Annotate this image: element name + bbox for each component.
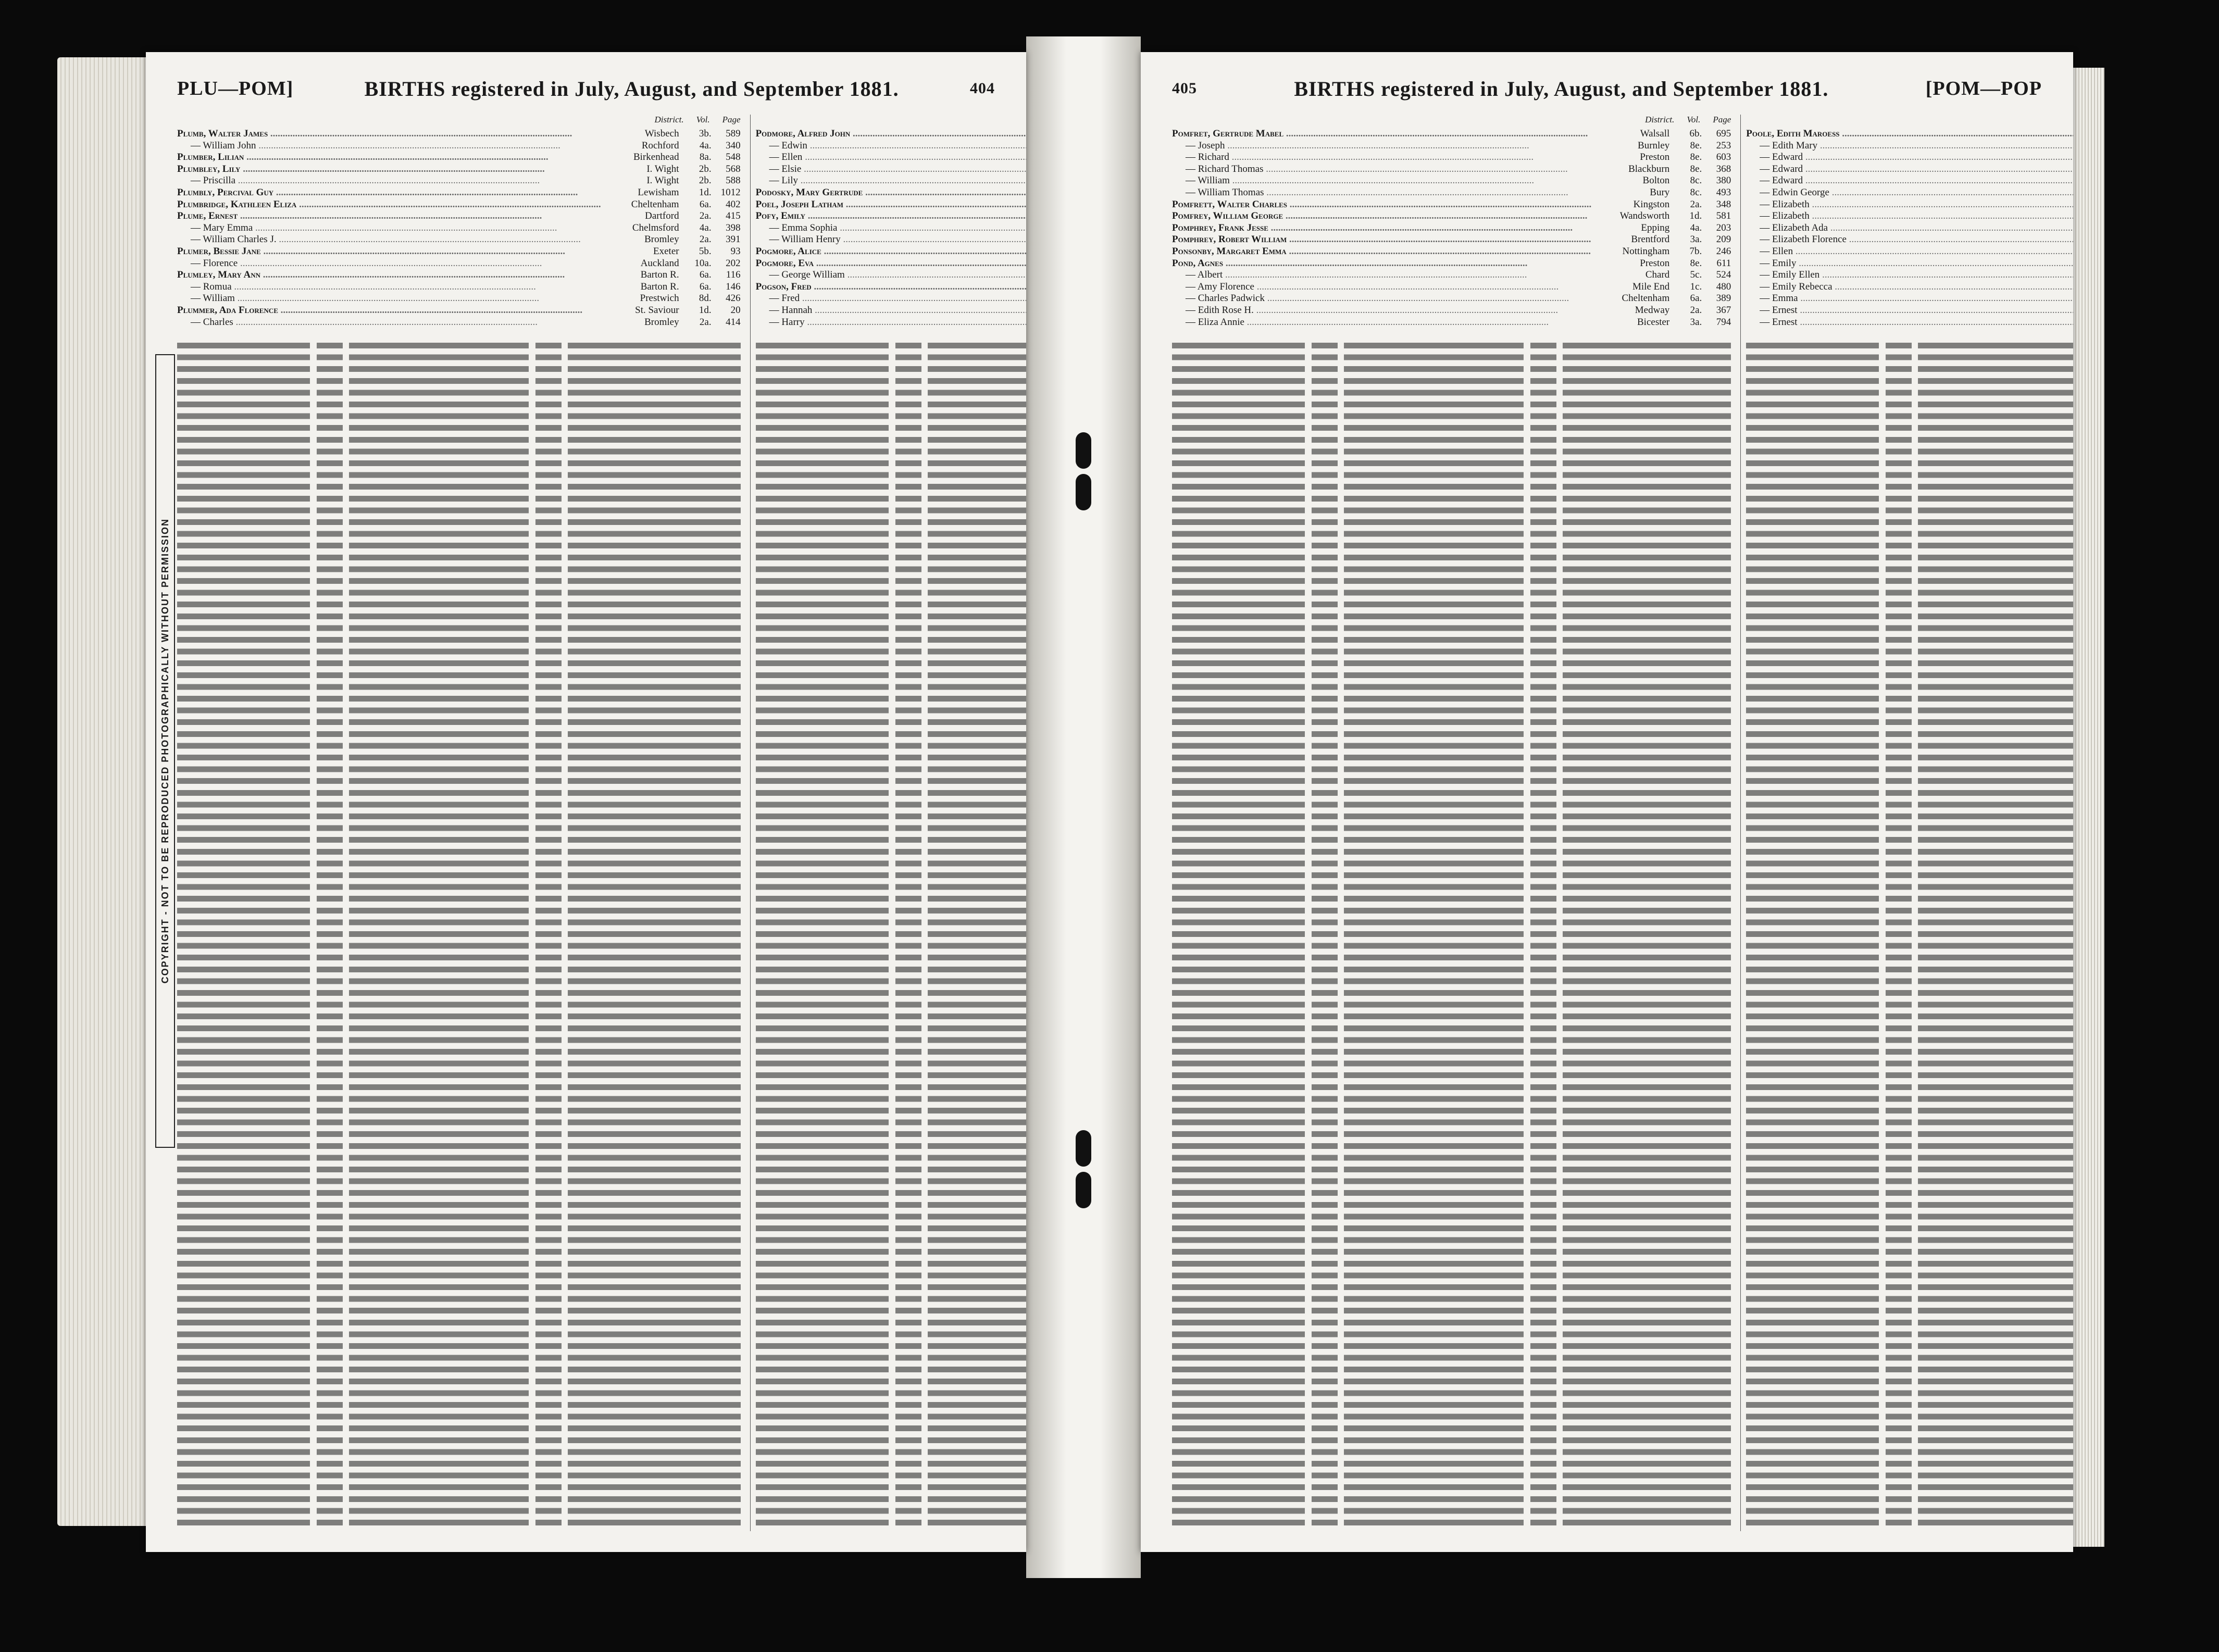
entry-district: Bromley bbox=[644, 316, 679, 328]
register-entry bbox=[1746, 128, 2073, 140]
entry-district: Chard bbox=[1645, 269, 1670, 281]
entry-name: — Edwin George ..... bbox=[1746, 187, 2073, 199]
register-entry bbox=[1172, 128, 1731, 140]
entry-page: 426 bbox=[726, 293, 741, 304]
register-entry bbox=[1746, 187, 2073, 199]
left-page bbox=[146, 52, 1026, 1552]
entry-name: — Edward ..... bbox=[1746, 164, 2073, 176]
register-entry bbox=[1172, 222, 1731, 234]
entry-name: — William John ..... bbox=[177, 140, 601, 152]
entry-name: Podmore, Alfred John ..... bbox=[756, 128, 1026, 140]
entry-district: Kingston bbox=[1633, 198, 1670, 210]
register-entry bbox=[1746, 281, 2073, 293]
entry-name: — Emma ..... bbox=[1746, 293, 2073, 305]
entry-page: 480 bbox=[1716, 281, 1731, 292]
register-entry bbox=[1172, 281, 1731, 293]
binding-ring bbox=[1076, 1172, 1091, 1208]
entry-district: Dartford bbox=[645, 210, 679, 222]
entry-volume: 2a. bbox=[1690, 304, 1702, 316]
entry-name: — Edward ..... bbox=[1746, 152, 2073, 164]
entry-name: Poole, Edith Maroess ..... bbox=[1746, 128, 2073, 140]
entry-page: 611 bbox=[1716, 257, 1731, 269]
page-title: BIRTHS registered in July, August, and September 1881. bbox=[364, 77, 899, 101]
register-entry bbox=[177, 222, 741, 234]
entry-name: — Elsie ..... bbox=[756, 164, 1026, 176]
entry-page: 588 bbox=[726, 175, 741, 186]
entry-page: 794 bbox=[1716, 316, 1731, 328]
entry-volume: 2a. bbox=[699, 210, 712, 222]
entry-district: Lewisham bbox=[638, 186, 679, 198]
register-entry bbox=[1172, 152, 1731, 164]
entry-district: Wisbech bbox=[644, 128, 679, 139]
entry-name: Pofy, Emily ..... bbox=[756, 210, 1026, 222]
entry-page: 568 bbox=[726, 163, 741, 174]
entry-page: 389 bbox=[1716, 293, 1731, 304]
register-entry bbox=[1746, 152, 2073, 164]
entry-district: Walsall bbox=[1640, 128, 1670, 139]
entry-district: Prestwich bbox=[640, 293, 679, 304]
register-entry bbox=[756, 140, 1026, 152]
entry-name: — William Thomas ..... bbox=[1172, 187, 1591, 199]
register-entry bbox=[177, 128, 741, 140]
binding-ring bbox=[1076, 474, 1091, 510]
register-entry bbox=[177, 187, 741, 199]
entry-name: Pond, Agnes ..... bbox=[1172, 258, 1591, 270]
entry-name: — Charles Padwick ..... bbox=[1172, 293, 1591, 305]
entry-district: Wandsworth bbox=[1619, 210, 1670, 222]
entry-name: — Elizabeth Ada ..... bbox=[1746, 222, 2073, 234]
remaining-entries-text bbox=[1172, 339, 1731, 1531]
entry-name: Pomphrey, Frank Jesse ..... bbox=[1172, 222, 1591, 234]
entry-page: 380 bbox=[1716, 175, 1731, 186]
entry-volume: 1d. bbox=[699, 304, 712, 316]
entry-page: 589 bbox=[726, 128, 741, 139]
entry-name: — Richard Thomas ..... bbox=[1172, 164, 1591, 176]
register-entry bbox=[1746, 210, 2073, 222]
entry-name: — Emily ..... bbox=[1746, 258, 2073, 270]
entry-district: Burnley bbox=[1638, 140, 1670, 151]
register-entry bbox=[1172, 187, 1731, 199]
entry-volume: 5c. bbox=[1690, 269, 1702, 281]
register-entry bbox=[756, 246, 1026, 258]
entry-page: 348 bbox=[1716, 198, 1731, 210]
entry-page: 414 bbox=[726, 316, 741, 328]
entry-name: Plummer, Ada Florence ..... bbox=[177, 305, 601, 317]
entry-name: Plumley, Mary Ann ..... bbox=[177, 269, 601, 281]
entry-page: 581 bbox=[1716, 210, 1731, 222]
entry-name: — Fred ..... bbox=[756, 293, 1026, 305]
entry-volume: 8e. bbox=[1690, 163, 1702, 174]
entry-name: — Emily Ellen ..... bbox=[1746, 269, 2073, 281]
column-header-vol: Vol. bbox=[1687, 115, 1701, 124]
entry-name: — Amy Florence ..... bbox=[1172, 281, 1591, 293]
entry-district: Exeter bbox=[653, 245, 679, 257]
column-header bbox=[177, 115, 741, 125]
book-gutter bbox=[1026, 36, 1141, 1578]
open-register-book bbox=[78, 36, 2094, 1578]
entry-volume: 8e. bbox=[1690, 257, 1702, 269]
register-entry bbox=[177, 199, 741, 211]
remaining-entries-text bbox=[177, 339, 741, 1531]
register-entry bbox=[1172, 164, 1731, 176]
entry-volume: 8c. bbox=[1690, 175, 1702, 186]
entry-district: Cheltenham bbox=[1622, 293, 1670, 304]
entry-name: Pomfrey, William George ..... bbox=[1172, 210, 1591, 222]
entry-volume: 8e. bbox=[1690, 140, 1702, 151]
entry-district: Barton R. bbox=[640, 269, 679, 281]
entry-volume: 2a. bbox=[1690, 198, 1702, 210]
entry-district: Barton R. bbox=[640, 281, 679, 292]
entry-page: 116 bbox=[726, 269, 741, 281]
entry-volume: 5b. bbox=[699, 245, 712, 257]
register-entry bbox=[1172, 269, 1731, 281]
remaining-entries-text bbox=[1746, 339, 2073, 1531]
entry-volume: 2b. bbox=[699, 163, 712, 174]
register-entry bbox=[1746, 317, 2073, 329]
entry-name: — Charles ..... bbox=[177, 317, 601, 329]
entry-volume: 6a. bbox=[1690, 293, 1702, 304]
register-entry bbox=[756, 234, 1026, 246]
entry-name: — Harry ..... bbox=[756, 317, 1026, 329]
entry-name: — Joseph ..... bbox=[1172, 140, 1591, 152]
binding-ring bbox=[1076, 1130, 1091, 1167]
index-range: PLU—POM] bbox=[177, 78, 294, 99]
entry-page: 340 bbox=[726, 140, 741, 151]
entry-district: Chelmsford bbox=[632, 222, 679, 233]
register-entry bbox=[177, 281, 741, 293]
register-entry bbox=[1746, 222, 2073, 234]
entry-name: — William Charles J. ..... bbox=[177, 234, 601, 246]
register-entry bbox=[756, 281, 1026, 293]
index-columns bbox=[1167, 115, 2052, 1531]
register-entry bbox=[1172, 317, 1731, 329]
entry-volume: 6a. bbox=[699, 269, 712, 281]
entry-name: — Hannah ..... bbox=[756, 305, 1026, 317]
entry-name: — Elizabeth ..... bbox=[1746, 199, 2073, 211]
index-column bbox=[172, 115, 741, 1531]
entry-name: Pomfrett, Walter Charles ..... bbox=[1172, 199, 1591, 211]
entry-name: — Ernest ..... bbox=[1746, 305, 2073, 317]
entry-name: — Florence ..... bbox=[177, 258, 601, 270]
entry-district: I. Wight bbox=[646, 163, 679, 174]
entry-name: — Elizabeth ..... bbox=[1746, 210, 2073, 222]
entry-volume: 6a. bbox=[699, 198, 712, 210]
entry-page: 246 bbox=[1716, 245, 1731, 257]
register-entry bbox=[756, 258, 1026, 270]
entry-volume: 4a. bbox=[699, 222, 712, 233]
entry-name: Plumbley, Lily ..... bbox=[177, 164, 601, 176]
entry-volume: 8c. bbox=[1690, 186, 1702, 198]
entry-name: — Ellen ..... bbox=[1746, 246, 2073, 258]
register-entry bbox=[1172, 210, 1731, 222]
entry-page: 391 bbox=[726, 234, 741, 245]
entry-volume: 3b. bbox=[699, 128, 712, 139]
entry-volume: 1d. bbox=[699, 186, 712, 198]
register-entry bbox=[1746, 293, 2073, 305]
entry-page: 695 bbox=[1716, 128, 1731, 139]
entry-page: 402 bbox=[726, 198, 741, 210]
entry-district: Cheltenham bbox=[631, 198, 679, 210]
entry-name: Plume, Ernest ..... bbox=[177, 210, 601, 222]
entry-page: 367 bbox=[1716, 304, 1731, 316]
register-entry bbox=[177, 269, 741, 281]
register-entry bbox=[1746, 175, 2073, 187]
register-entry bbox=[1172, 246, 1731, 258]
entry-district: Bicester bbox=[1637, 316, 1670, 328]
entry-name: — Lily ..... bbox=[756, 175, 1026, 187]
register-entry bbox=[756, 128, 1026, 140]
column-header-vol: Vol. bbox=[696, 115, 710, 124]
entry-page: 20 bbox=[730, 304, 741, 316]
entry-name: — Edith Mary ..... bbox=[1746, 140, 2073, 152]
register-entry bbox=[177, 234, 741, 246]
entry-district: Brentford bbox=[1631, 234, 1670, 245]
entry-name: Pomfret, Gertrude Mabel ..... bbox=[1172, 128, 1591, 140]
entry-district: Birkenhead bbox=[633, 152, 679, 163]
entry-name: Poel, Joseph Latham ..... bbox=[756, 199, 1026, 211]
index-columns bbox=[172, 115, 1005, 1531]
entry-name: Podosky, Mary Gertrude ..... bbox=[756, 187, 1026, 199]
page-number: 405 bbox=[1172, 80, 1197, 97]
column-header-page: Page bbox=[1713, 115, 1731, 124]
entry-district: Bromley bbox=[644, 234, 679, 245]
register-entry bbox=[1746, 269, 2073, 281]
remaining-entries-text bbox=[756, 339, 1026, 1531]
entry-page: 1012 bbox=[720, 186, 741, 198]
entry-district: I. Wight bbox=[646, 175, 679, 186]
entry-name: Pogmore, Eva ..... bbox=[756, 258, 1026, 270]
entry-volume: 2a. bbox=[699, 234, 712, 245]
page-title: BIRTHS registered in July, August, and September 1881. bbox=[1294, 77, 1829, 101]
entry-volume: 3a. bbox=[1690, 234, 1702, 245]
entry-name: Pogson, Fred ..... bbox=[756, 281, 1026, 293]
register-entry bbox=[177, 210, 741, 222]
register-entry bbox=[1746, 258, 2073, 270]
index-column bbox=[750, 115, 1026, 1531]
entry-volume: 1d. bbox=[1689, 210, 1702, 222]
entry-name: — Edward ..... bbox=[1746, 175, 2073, 187]
entry-name: — Emily Rebecca ..... bbox=[1746, 281, 2073, 293]
entry-page: 493 bbox=[1716, 186, 1731, 198]
entry-name: — Ellen ..... bbox=[756, 152, 1026, 164]
entry-volume: 6b. bbox=[1689, 128, 1702, 139]
entry-page: 203 bbox=[1716, 222, 1731, 233]
index-column bbox=[1740, 115, 2073, 1531]
register-entry bbox=[1172, 175, 1731, 187]
entry-name: — George William ..... bbox=[756, 269, 1026, 281]
entry-district: Bury bbox=[1650, 186, 1670, 198]
entry-volume: 10a. bbox=[694, 257, 712, 269]
entry-volume: 7b. bbox=[1689, 245, 1702, 257]
register-entry bbox=[1172, 258, 1731, 270]
register-entry bbox=[756, 317, 1026, 329]
register-entry bbox=[177, 246, 741, 258]
column-header-page: Page bbox=[722, 115, 741, 124]
entry-district: Preston bbox=[1640, 152, 1670, 163]
entry-volume: 8a. bbox=[699, 152, 712, 163]
entry-name: — Elizabeth Florence ..... bbox=[1746, 234, 2073, 246]
register-entry bbox=[1746, 164, 2073, 176]
entry-name: — Romua ..... bbox=[177, 281, 601, 293]
register-entry bbox=[177, 164, 741, 176]
register-entry bbox=[756, 152, 1026, 164]
entry-name: Plumb, Walter James ..... bbox=[177, 128, 601, 140]
entry-district: Medway bbox=[1635, 304, 1670, 316]
column-header bbox=[756, 115, 1026, 125]
register-entry bbox=[177, 305, 741, 317]
entry-district: Mile End bbox=[1632, 281, 1670, 292]
register-entry bbox=[177, 258, 741, 270]
entry-district: Bolton bbox=[1642, 175, 1670, 186]
entry-district: Auckland bbox=[640, 257, 679, 269]
register-entry bbox=[1746, 246, 2073, 258]
column-header bbox=[1746, 115, 2073, 125]
entry-page: 603 bbox=[1716, 152, 1731, 163]
register-entry bbox=[756, 305, 1026, 317]
entry-volume: 2a. bbox=[699, 316, 712, 328]
entry-page: 253 bbox=[1716, 140, 1731, 151]
register-entry bbox=[177, 317, 741, 329]
entry-name: — William ..... bbox=[177, 293, 601, 305]
entry-name: — Edith Rose H. ..... bbox=[1172, 305, 1591, 317]
entry-page: 202 bbox=[726, 257, 741, 269]
entry-district: Preston bbox=[1640, 257, 1670, 269]
register-entry bbox=[1172, 293, 1731, 305]
register-entry bbox=[1746, 140, 2073, 152]
register-entry bbox=[1172, 234, 1731, 246]
register-entry bbox=[756, 187, 1026, 199]
entry-name: — Ernest ..... bbox=[1746, 317, 2073, 329]
entry-name: — William ..... bbox=[1172, 175, 1591, 187]
entry-name: Plumber, Lilian ..... bbox=[177, 152, 601, 164]
entry-page: 93 bbox=[730, 245, 741, 257]
entry-district: Nottingham bbox=[1622, 245, 1670, 257]
entry-name: — Richard ..... bbox=[1172, 152, 1591, 164]
entry-name: Ponsonby, Margaret Emma ..... bbox=[1172, 246, 1591, 258]
register-entry bbox=[177, 152, 741, 164]
register-entry bbox=[756, 175, 1026, 187]
register-entry bbox=[756, 293, 1026, 305]
entry-name: — Edwin ..... bbox=[756, 140, 1026, 152]
entry-page: 146 bbox=[726, 281, 741, 292]
register-entry bbox=[177, 293, 741, 305]
entry-volume: 2b. bbox=[699, 175, 712, 186]
entry-page: 548 bbox=[726, 152, 741, 163]
register-entry bbox=[177, 175, 741, 187]
entry-district: Rochford bbox=[641, 140, 679, 151]
register-entry bbox=[756, 269, 1026, 281]
entry-volume: 4a. bbox=[1690, 222, 1702, 233]
entry-name: Plumbridge, Kathleen Eliza ..... bbox=[177, 199, 601, 211]
entry-name: — William Henry ..... bbox=[756, 234, 1026, 246]
entry-volume: 8d. bbox=[699, 293, 712, 304]
entry-volume: 4a. bbox=[699, 140, 712, 151]
column-header-district: District. bbox=[654, 115, 684, 124]
entry-district: St. Saviour bbox=[635, 304, 679, 316]
column-header bbox=[1172, 115, 1731, 125]
column-header-district: District. bbox=[1645, 115, 1675, 124]
right-page-edges bbox=[2073, 68, 2104, 1547]
entry-name: Plumer, Bessie Jane ..... bbox=[177, 246, 601, 258]
index-range: [POM—POP bbox=[1925, 78, 2042, 99]
entry-name: Plumbly, Percival Guy ..... bbox=[177, 187, 601, 199]
register-entry bbox=[756, 210, 1026, 222]
register-entry bbox=[1172, 199, 1731, 211]
entry-name: Pomphrey, Robert William ..... bbox=[1172, 234, 1591, 246]
page-number: 404 bbox=[970, 80, 995, 97]
entry-name: — Mary Emma ..... bbox=[177, 222, 601, 234]
register-entry bbox=[1172, 305, 1731, 317]
entry-page: 209 bbox=[1716, 234, 1731, 245]
entry-volume: 8e. bbox=[1690, 152, 1702, 163]
register-entry bbox=[1746, 305, 2073, 317]
entry-page: 415 bbox=[726, 210, 741, 222]
index-column bbox=[1167, 115, 1731, 1531]
entry-name: Pogmore, Alice ..... bbox=[756, 246, 1026, 258]
register-entry bbox=[756, 164, 1026, 176]
register-entry bbox=[756, 199, 1026, 211]
entry-district: Blackburn bbox=[1628, 163, 1670, 174]
entry-page: 398 bbox=[726, 222, 741, 233]
copyright-text: COPYRIGHT - NOT TO BE REPRODUCED PHOTOGRAPHICALLY WITHOUT PERMISSION bbox=[159, 518, 170, 984]
register-entry bbox=[177, 140, 741, 152]
page-header bbox=[1172, 73, 2042, 104]
entry-name: — Emma Sophia ..... bbox=[756, 222, 1026, 234]
entry-name: — Eliza Annie ..... bbox=[1172, 317, 1591, 329]
entry-page: 368 bbox=[1716, 163, 1731, 174]
register-entry bbox=[1746, 234, 2073, 246]
entry-name: — Priscilla ..... bbox=[177, 175, 601, 187]
binding-ring bbox=[1076, 432, 1091, 469]
register-entry bbox=[1746, 199, 2073, 211]
right-page bbox=[1141, 52, 2073, 1552]
entry-name: — Albert ..... bbox=[1172, 269, 1591, 281]
entry-district: Epping bbox=[1641, 222, 1670, 233]
register-entry bbox=[1172, 140, 1731, 152]
entry-volume: 3a. bbox=[1690, 316, 1702, 328]
register-entry bbox=[756, 222, 1026, 234]
entry-volume: 6a. bbox=[699, 281, 712, 292]
page-header bbox=[177, 73, 995, 104]
entry-volume: 1c. bbox=[1690, 281, 1702, 292]
entry-page: 524 bbox=[1716, 269, 1731, 281]
